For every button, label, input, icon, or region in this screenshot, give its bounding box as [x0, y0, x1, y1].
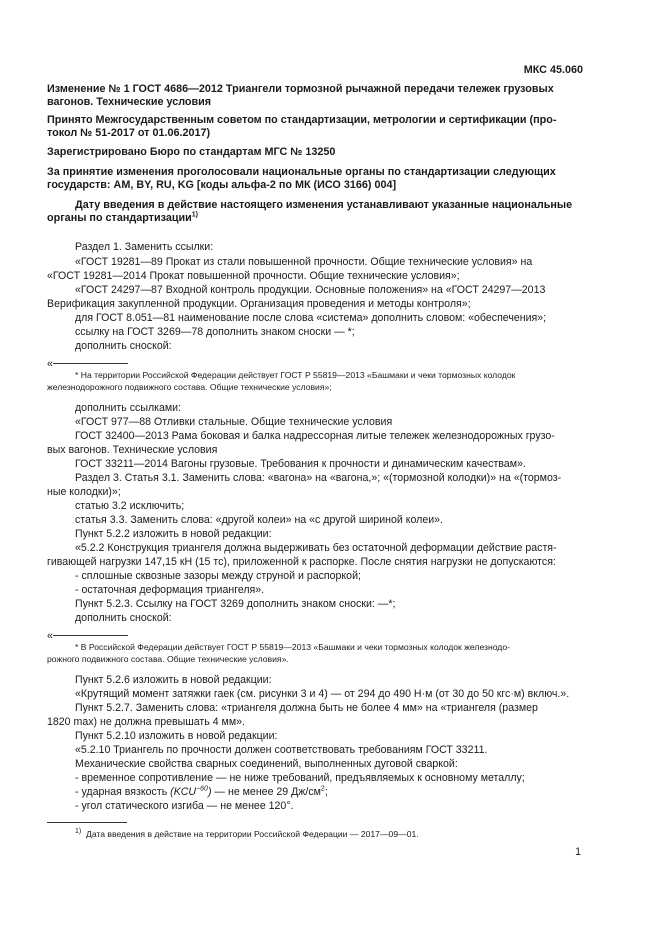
body-line-12: вых вагонов. Технические условия: [47, 444, 218, 456]
footnote-1-line-2: железнодорожного подвижного состава. Общие технические условия»;: [47, 382, 332, 392]
amendment-title-line-2: вагонов. Технические условия: [47, 96, 212, 108]
footnote-ref-1: 1): [191, 211, 198, 219]
body-line-11: ГОСТ 32400—2013 Рама боковая и балка надрессорная литые тележек железнодорожных грузо-: [75, 430, 555, 442]
footnote-2-line-2: рожного подвижного состава. Общие технические условия».: [47, 654, 289, 664]
date-line-2-text: органы по стандартизации: [47, 212, 192, 224]
adopted-line-2: токол № 51-2017 от 01.06.2017): [47, 127, 211, 139]
body-line-30: «5.2.10 Триангель по прочности должен соответствовать требованиям ГОСТ 33211.: [75, 744, 488, 756]
footnote-1-line-1: * На территории Российской Федерации действует ГОСТ Р 55819—2013 «Башмаки и чеки тормозных колодок: [75, 370, 516, 380]
mks-code: МКС 45.060: [523, 64, 583, 76]
body-line-13: ГОСТ 33211—2014 Вагоны грузовые. Требования к прочности и динамическим качествам».: [75, 458, 526, 470]
body-line-16: статью 3.2 исключить;: [75, 500, 185, 512]
body-line-22: - остаточная деформация триангеля».: [75, 584, 265, 596]
body-line-19: «5.2.2 Конструкция триангеля должна выдерживать без остаточной деформации действие растя-: [75, 542, 557, 554]
body-line-07: ссылку на ГОСТ 3269—78 дополнить знаком сноски — *;: [75, 326, 355, 338]
unit-exponent: 2: [320, 785, 325, 793]
footnote-2-line-1: * В Российской Федерации действует ГОСТ Р 55819—2013 «Башмаки и чеки тормозных колодок железнодо-: [75, 642, 510, 652]
open-quote-1: «: [47, 358, 53, 370]
body-line-24: дополнить сноской:: [75, 612, 172, 624]
voted-line-1: За принятие изменения проголосовали национальные органы по стандартизации следующих: [47, 166, 556, 178]
impact-text-end: ;: [324, 786, 328, 798]
date-line-1: Дату введения в действие настоящего изменения устанавливают указанные национальные: [75, 199, 573, 211]
footnote-3-text: Дата введения в действие на территории Российской Федерации — 2017—09—01.: [86, 829, 419, 839]
body-line-08: дополнить сноской:: [75, 340, 172, 352]
voted-line-2: государств: AM, BY, RU, KG [коды альфа-2 по МК (ИСО 3166) 004]: [47, 179, 397, 191]
body-line-26: «Крутящий момент затяжки гаек (см. рисунки 3 и 4) — от 294 до 490 Н·м (от 30 до 50 кгс·м) включ.».: [75, 688, 570, 700]
body-line-01: Раздел 1. Заменить ссылки:: [75, 241, 214, 253]
body-line-20: гивающей нагрузки 147,15 кН (15 тс), приложенной к распорке. После снятия нагрузки не допускаются:: [47, 556, 556, 568]
body-line-34: - угол статического изгиба — не менее 120°.: [75, 800, 294, 812]
body-line-06: для ГОСТ 8.051—81 наименование после слова «система» дополнить словом: «обеспечения»;: [75, 312, 547, 324]
body-line-17: статья 3.3. Заменить слова: «другой колеи» на «с другой шириной колеи».: [75, 514, 443, 526]
impact-text-start: - ударная вязкость: [75, 786, 171, 798]
body-line-23: Пункт 5.2.3. Ссылку на ГОСТ 3269 дополнить знаком сноски: —*;: [75, 598, 396, 610]
body-line-02: «ГОСТ 19281—89 Прокат из стали повышенной прочности. Общие технические условия» на: [75, 256, 533, 268]
registered-line: Зарегистрировано Бюро по стандартам МГС № 13250: [47, 146, 336, 158]
footnote-3: [75, 829, 419, 840]
body-line-14: Раздел 3. Статья 3.1. Заменить слова: «вагона» на «вагона,»; «(тормозной колодки)» на «(тормоз-: [75, 472, 562, 484]
body-line-21: - сплошные сквозные зазоры между струной и распоркой;: [75, 570, 361, 582]
kcu-symbol: (KCU: [170, 786, 197, 798]
body-line-15: ные колодки)»;: [47, 486, 121, 498]
kcu-temperature: −60: [196, 785, 208, 793]
body-line-03: «ГОСТ 19281—2014 Прокат повышенной прочности. Общие технические условия»;: [47, 270, 460, 282]
date-line-2: [47, 212, 198, 225]
body-line-05: Верификация закупленной продукции. Организация проведения и методы контроля»;: [47, 298, 471, 310]
body-line-25: Пункт 5.2.6 изложить в новой редакции:: [75, 674, 272, 686]
footnote-rule-3: [47, 822, 127, 823]
body-line-28: 1820 max) не должна превышать 4 мм».: [47, 716, 245, 728]
body-line-09: дополнить ссылками:: [75, 402, 182, 414]
body-line-31: Механические свойства сварных соединений, выполненных дуговой сваркой:: [75, 758, 458, 770]
body-line-27: Пункт 5.2.7. Заменить слова: «триангеля должна быть не более 4 мм» на «триангеля (размер: [75, 702, 538, 714]
body-line-10: «ГОСТ 977—88 Отливки стальные. Общие технические условия: [75, 416, 393, 428]
page-number: 1: [575, 846, 581, 858]
body-line-18: Пункт 5.2.2 изложить в новой редакции:: [75, 528, 272, 540]
impact-text-value: — не менее 29 Дж/см: [211, 786, 321, 798]
body-line-33: [75, 786, 328, 799]
kcu-close: ): [207, 786, 212, 798]
footnote-3-mark: 1): [75, 828, 82, 836]
amendment-title-line-1: Изменение № 1 ГОСТ 4686—2012 Триангели тормозной рычажной передачи тележек грузовых: [47, 83, 554, 95]
footnote-rule-1: [53, 363, 128, 364]
adopted-line-1: Принято Межгосударственным советом по стандартизации, метрологии и сертификации (про-: [47, 114, 557, 126]
body-line-29: Пункт 5.2.10 изложить в новой редакции:: [75, 730, 278, 742]
open-quote-2: «: [47, 630, 53, 642]
body-line-32: - временное сопротивление — не ниже требований, предъявляемых к основному металлу;: [75, 772, 525, 784]
body-line-04: «ГОСТ 24297—87 Входной контроль продукции. Основные положения» на «ГОСТ 24297—2013: [75, 284, 546, 296]
footnote-rule-2: [53, 635, 128, 636]
